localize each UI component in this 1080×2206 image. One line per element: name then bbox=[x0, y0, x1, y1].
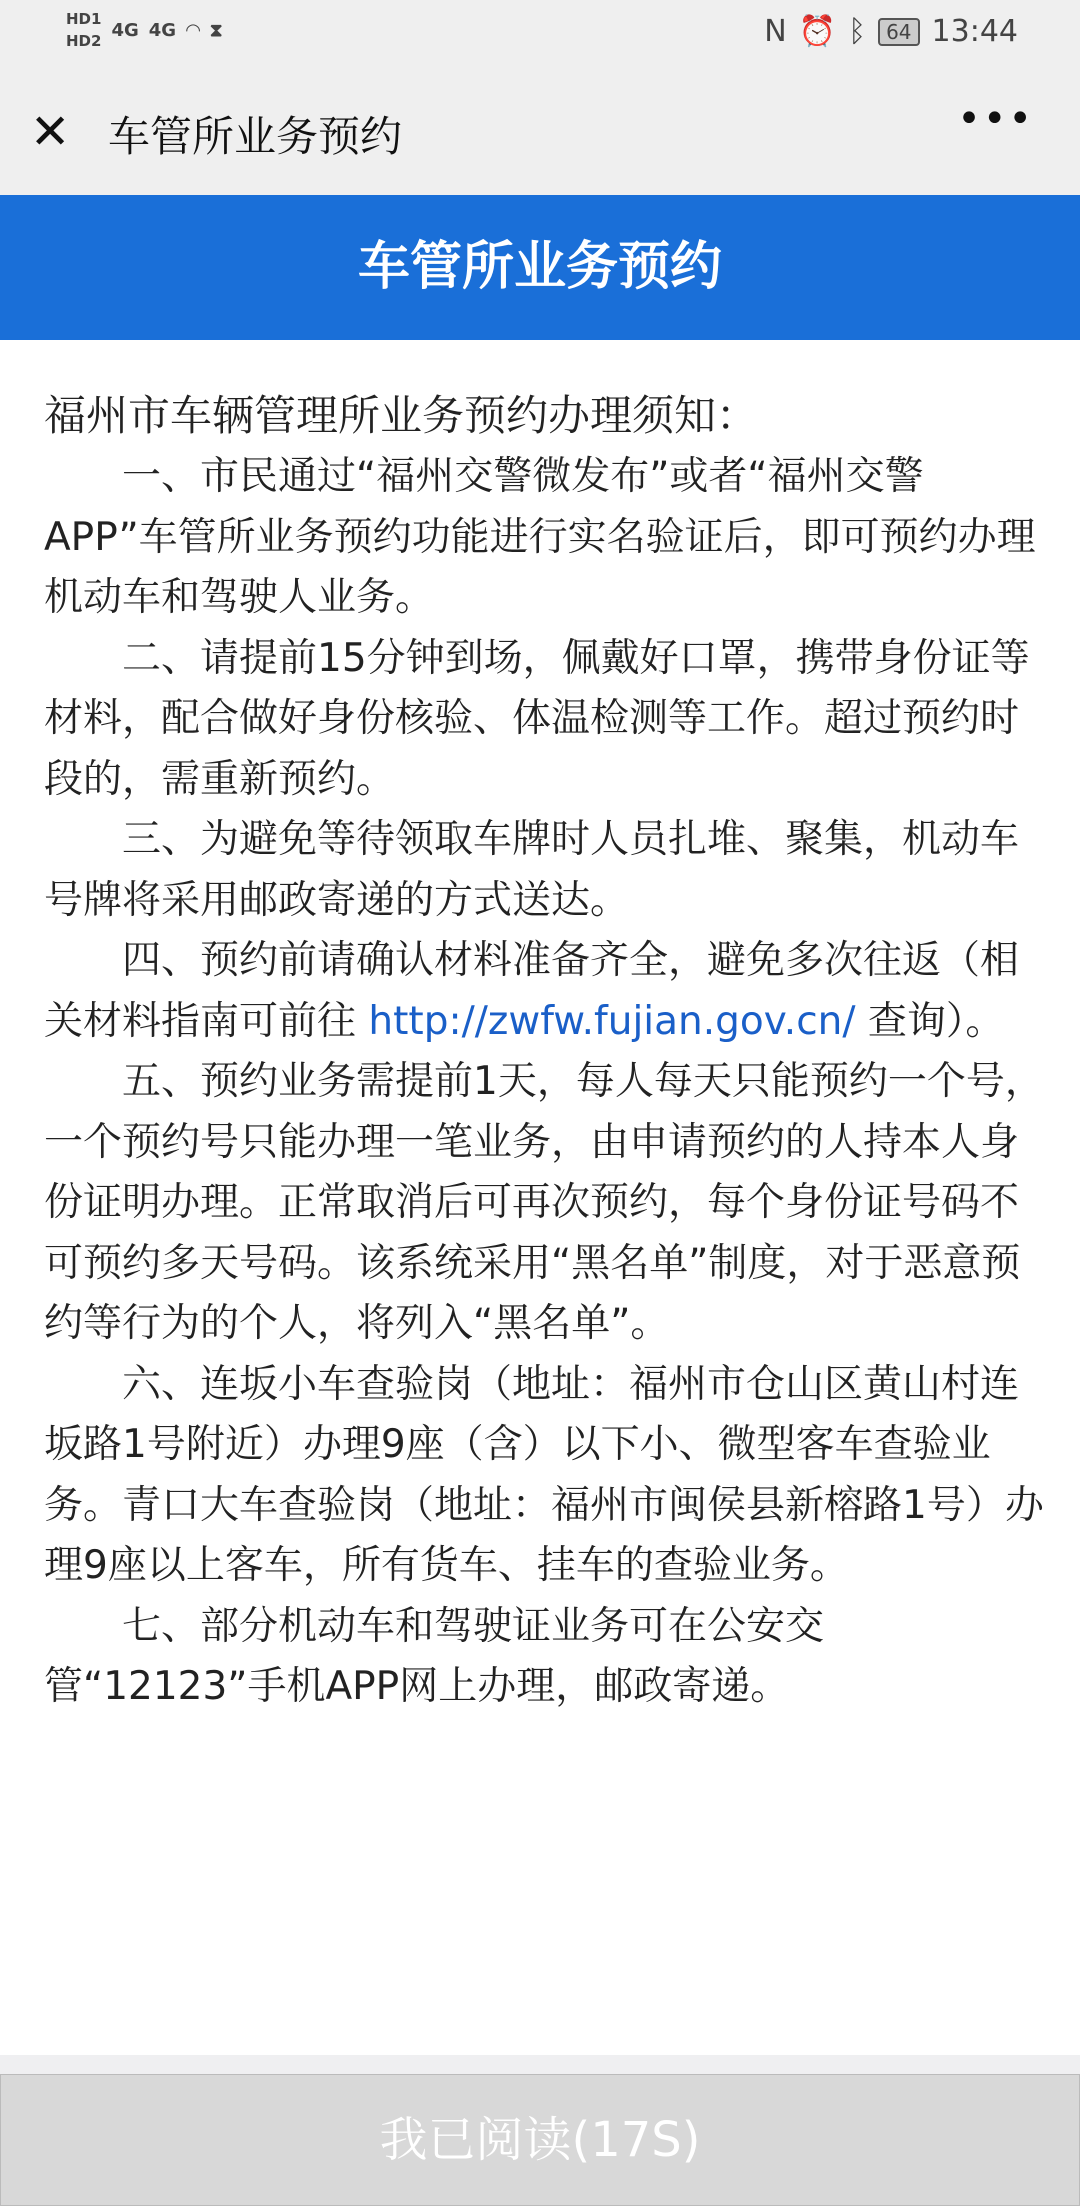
clock: 13:44 bbox=[931, 14, 1018, 49]
window-title: 车管所业务预约 bbox=[108, 112, 403, 161]
hd-stack bbox=[66, 10, 101, 50]
close-icon[interactable]: ✕ bbox=[30, 104, 71, 160]
wifi-icon: ◠ bbox=[186, 19, 200, 41]
nfc-icon: N bbox=[764, 14, 787, 49]
page-banner: 车管所业务预约 bbox=[0, 195, 1080, 340]
alarm-icon: ⏰ bbox=[798, 14, 837, 49]
hourglass-icon: ⧗ bbox=[209, 19, 223, 41]
notice-heading: 福州市车辆管理所业务预约办理须知： bbox=[44, 391, 759, 440]
notice-paragraph: 一、市民通过“福州交警微发布”或者“福州交警APP”车管所业务预约功能进行实名验证后，即可预约办理机动车和驾驶人业务。 bbox=[44, 454, 1036, 620]
signal-4g-icon: 4G bbox=[111, 19, 139, 41]
notice-content bbox=[44, 385, 1044, 1718]
title-bar bbox=[0, 70, 1080, 195]
signal-4g-icon: 4G bbox=[148, 19, 177, 41]
more-icon[interactable]: ••• bbox=[957, 96, 1034, 142]
battery-icon: 64 bbox=[878, 18, 919, 46]
status-bar bbox=[0, 0, 1080, 70]
notice-paragraph: 七、部分机动车和驾驶证业务可在公安交管“12123”手机APP网上办理，邮政寄递。 bbox=[44, 1603, 825, 1709]
notice-paragraph: 六、连坂小车查验岗（地址：福州市仓山区黄山村连坂路1号附近）办理9座（含）以下小、微型客车查验业务。青口大车查验岗（地址：福州市闽侯县新榕路1号）办理9座以上客车，所有货车、挂车的查验业务。 bbox=[44, 1361, 1044, 1588]
footer-divider bbox=[0, 2055, 1080, 2075]
notice-paragraph: 五、预约业务需提前1天，每人每天只能预约一个号，一个预约号只能办理一笔业务，由申请预约的人持本人身份证明办理。正常取消后可再次预约，每个身份证号码不可预约多天号码。该系统采用“黑名单”制度，对于恶意预约等行为的个人，将列入“黑名单”。 bbox=[44, 1059, 1044, 1346]
hd1-icon: HD1 bbox=[66, 10, 102, 28]
notice-paragraph: 三、为避免等待领取车牌时人员扎堆、聚集，机动车号牌将采用邮政寄递的方式送达。 bbox=[44, 817, 1020, 923]
have-read-button[interactable]: 我已阅读(17S) bbox=[0, 2074, 1080, 2206]
notice-paragraph: 二、请提前15分钟到场，佩戴好口罩，携带身份证等材料，配合做好身份核验、体温检测等工作。超过预约时段的，需重新预约。 bbox=[44, 635, 1030, 802]
paragraph-text: 查询）。 bbox=[855, 998, 1005, 1044]
notice-paragraph bbox=[44, 931, 1044, 1052]
guide-link[interactable]: http://zwfw.fujian.gov.cn/ bbox=[368, 998, 856, 1044]
paragraph-text: 四、预约前请确认材料准备齐全，避免多次往返（相关材料指南可前往 bbox=[44, 938, 1020, 1044]
hd2-icon: HD2 bbox=[66, 32, 102, 50]
bluetooth-icon: ᛒ bbox=[848, 14, 867, 49]
